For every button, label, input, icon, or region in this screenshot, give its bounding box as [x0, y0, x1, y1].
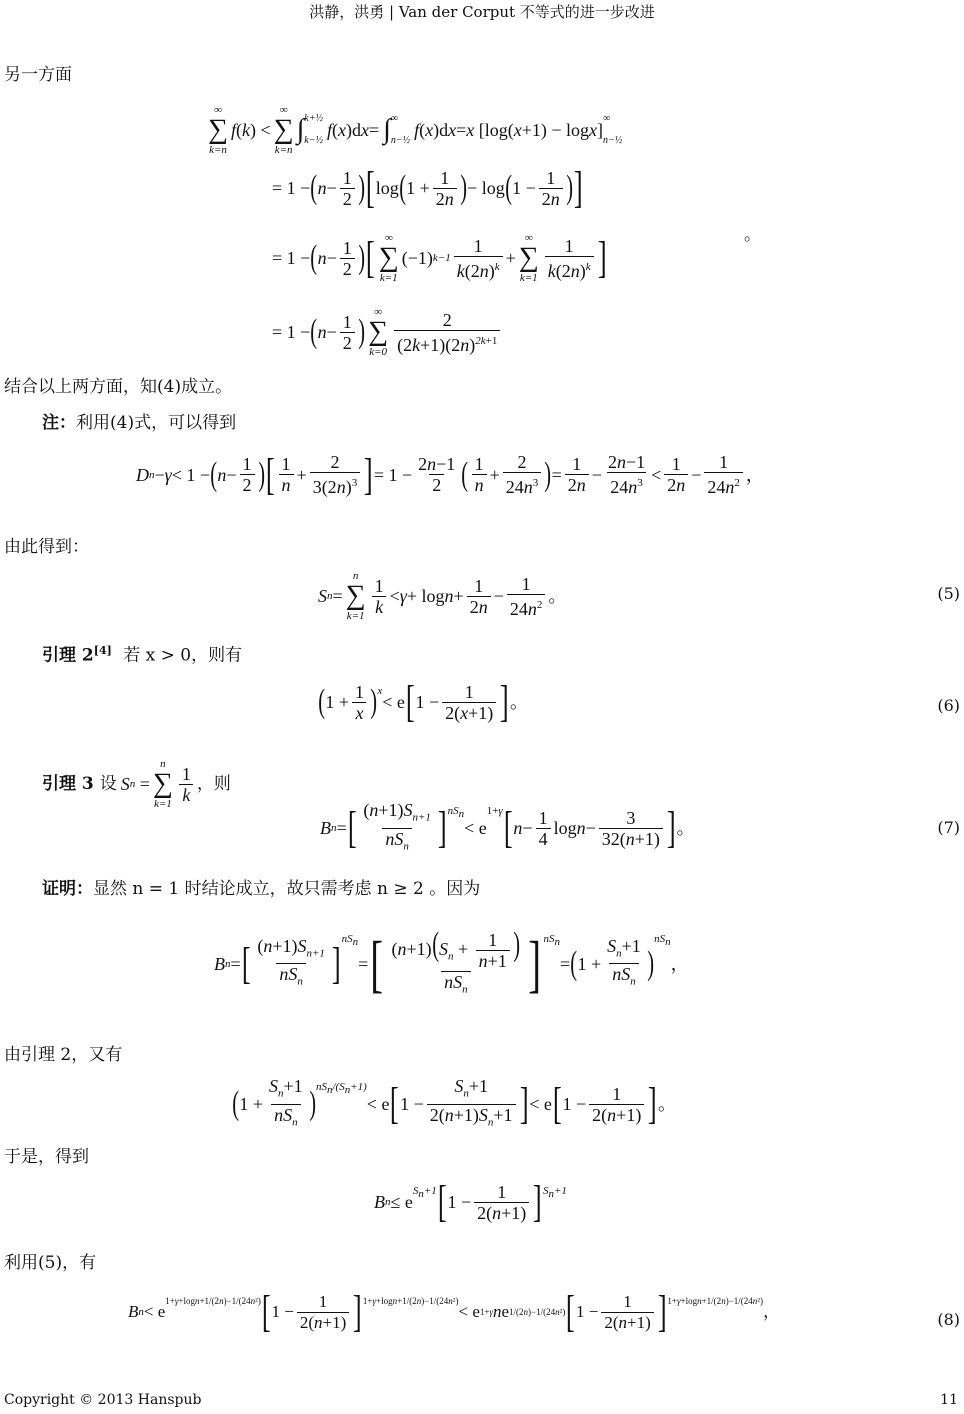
paragraph-using-5: 利用(5)，有: [4, 1253, 97, 1273]
lemma-2-text: 若 x > 0，则有: [123, 645, 243, 666]
equation-6: ( 1 + $\frac{1}{x}$ ) $^x$ < e [ 1 − $\frac{1}{2(x+1)}$ ] 。: [318, 677, 528, 726]
comma-mark: ，: [745, 464, 764, 485]
equation-8: B n < e $^{1+\gamma +logn +1/(2n )-1/(24n ^2)}$ [ 1 − $\frac{1}{2(n+1)}$ ] $^{1+\gamma +logn +1/(2n )-1/(24n ^2)}$ < e $_{1+\gamma}$ n e 1/(2n)−1/(24n²) [ 1 − $\frac{1}{2(n+1)}$ ] $^{1+\gamma +logn +1/(2n )-1/(24n ^2)}$ ，: [128, 1287, 780, 1336]
equation-bn-bound: B n ≤ e $^{S_n +1}$ [ 1 − $\frac{1}{2(n+1)}$ ] $^{S_n +1}$: [374, 1177, 567, 1226]
equation-line-4: = 1 − ( n − $\frac{1}{2}$ ) ∞ ∑ k=0 $\frac{2}{(2k+1)(2n)^{2k+1}}$: [272, 306, 503, 358]
paragraph-by-lemma-2: 由引理 2，又有: [4, 1045, 123, 1065]
lemma-2-reference: [4]: [93, 644, 112, 657]
equation-7: B n = [ $\frac{(n+1)S_{n+1}}{nS_n}$ ] $^{nS_n}$ < e 1+γ [ n − $\frac{1}{4}$ log n − $\frac{3}{32(n+1)}$ ] 。: [320, 800, 695, 856]
footer-page-number: 11: [940, 1392, 958, 1408]
period-mark: 。: [676, 818, 695, 839]
equation-lemma2-applied: ( 1 + $\frac{S_n+1}{nS_n}$ ) $^{nS_n /(S_n +1)}$ < e [ 1 − $\frac{S_n+1}{2(n+1)S_n+1}$ ] < e [ 1 − $\frac{1}{2(n+1)}$ ] 。: [232, 1076, 676, 1132]
paragraph-combine: 结合以上两方面，知(4)成立。: [4, 377, 233, 397]
lemma-3-text-b: ，则: [196, 774, 231, 794]
paragraph-thus: 于是，得到: [4, 1147, 89, 1167]
footer-copyright: Copyright © 2013 Hanspub: [4, 1392, 202, 1408]
lemma-3-line: 引理 3 设 S n = n ∑ k=1 $\frac{1}{k}$ ，则: [42, 758, 231, 810]
period-mark: 。: [548, 586, 567, 606]
equation-line-1: ∞ ∑ k=n f ( k ) < ∞ ∑ k=n ∫ k+½ k−½ f ( x )d x = ∫ ∞ n−½ f ( x )d x = x [log( x +1) − log x ] ∞ n−½: [208, 104, 623, 156]
equation-note: D n − γ < 1 − ( n − $\frac{1}{2}$ ) [ $\frac{1}{n}$ + $\frac{2}{3(2n)^3}$ ] = 1 − $\frac{2n-1}{2}$ ( $\frac{1}{n}$ + $\frac{2}{24n^3}$ ) = $\frac{1}{2n}$ − $\frac{2n-1}{24n^3}$ < $\frac{1}{2n}$ − $\frac{1}{24n^2}$ ，: [136, 449, 764, 499]
lemma-2-line: [42, 640, 242, 667]
lemma-3-text-a: 设: [99, 774, 117, 794]
equation-5: S n = n ∑ k=1 $\frac{1}{k}$ < γ + log n + $\frac{1}{2n}$ − $\frac{1}{24n^2}$ 。: [318, 570, 567, 622]
lemma-2-label: 引理 2: [42, 645, 94, 666]
period-mark: 。: [657, 1094, 676, 1115]
note-line: [42, 412, 236, 434]
period-mark: 。: [509, 692, 528, 712]
proof-label: 证明：: [42, 879, 93, 899]
header-authors: 洪静，洪勇: [309, 3, 385, 21]
equation-line-2: = 1 − ( n − $\frac{1}{2}$ ) [ log ( 1 + $\frac{1}{2n}$ ) − log ( 1 − $\frac{1}{2n}$ ) ]: [272, 163, 583, 212]
comma-mark: ，: [762, 1302, 780, 1321]
comma-mark: ，: [670, 953, 689, 974]
equation-number-5: (5): [937, 584, 960, 603]
lemma-3-label: 引理 3: [42, 774, 94, 794]
header-separator: |: [388, 3, 395, 21]
note-label: 注：: [42, 413, 76, 433]
paragraph-other-side: 另一方面: [4, 65, 72, 85]
header-title: Van der Corput 不等式的进一步改进: [398, 3, 655, 21]
equation-number-8: (8): [937, 1310, 960, 1329]
equation-number-7: (7): [937, 818, 960, 837]
equation-line-3: = 1 − ( n − $\frac{1}{2}$ ) [ ∞ ∑ k=1 (−1) k−1 $\frac{1}{k(2n)^k}$ + ∞ ∑ k=1 $\frac{1}{k(2n)^k}$ ]: [272, 232, 607, 284]
paragraph-hence: 由此得到：: [4, 537, 89, 557]
equation-proof-bn: B n = [ $\frac{(n+1)S_{n+1}}{nS_n}$ ] $^{nS_n}$ = [ $(n+1)(S_n$ + $\frac{1}{n+1}$ ) $nS_n$ ] $^{nS_n}$ = ( 1 + $\frac{S_n+1}{nS_n}$ ) $^{nS_n}$ ，: [214, 926, 689, 999]
note-text: 利用(4)式，可以得到: [76, 413, 237, 433]
proof-text: 显然 n = 1 时结论成立，故只需考虑 n ≥ 2 。因为: [93, 879, 481, 899]
equation-number-6: (6): [937, 696, 960, 715]
period-mark: 。: [744, 225, 761, 245]
running-header: [0, 0, 964, 23]
proof-line: [42, 878, 480, 900]
